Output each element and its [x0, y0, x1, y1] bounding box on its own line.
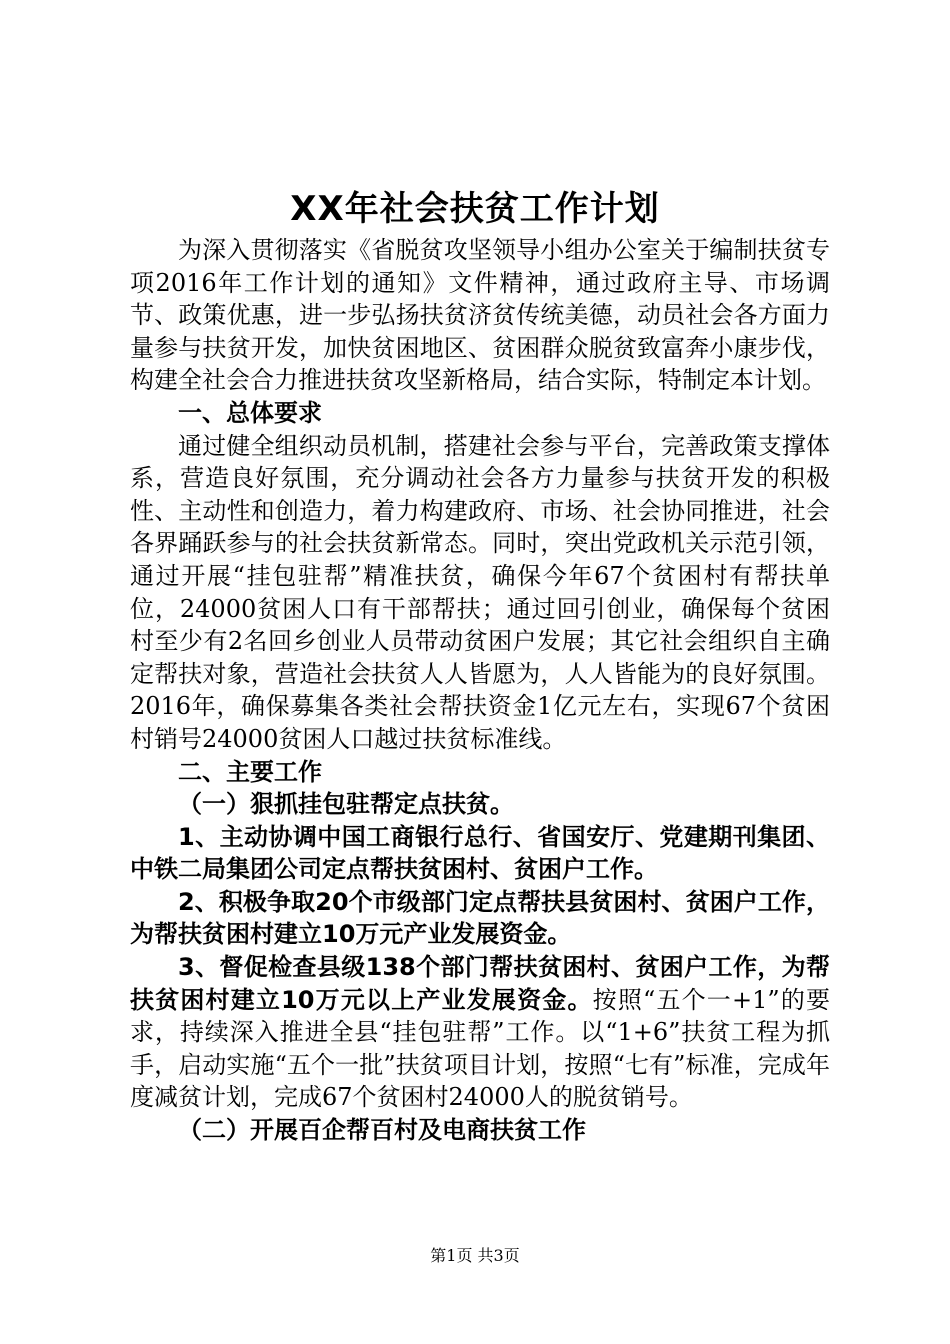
list-item-3 [130, 951, 830, 1114]
list-item-2: 2、积极争取20个市级部门定点帮扶县贫困村、贫困户工作，为帮扶贫困村建立10万元产业发展资金。 [130, 887, 830, 949]
subsection-heading-1: （一）狠抓挂包驻帮定点扶贫。 [178, 790, 514, 819]
section-heading-main-work: 二、主要工作 [178, 757, 322, 786]
page-footer: 第1页 共3页 [430, 1246, 520, 1265]
list-item-1: 1、主动协调中国工商银行总行、省国安厅、党建期刊集团、中铁二局集团公司定点帮扶贫困村、贫困户工作。 [130, 822, 830, 884]
subsection-heading-2: （二）开展百企帮百村及电商扶贫工作 [178, 1116, 586, 1145]
list-item-3-rest: 按照“五个一+1”的要求，持续深入推进全县“挂包驻帮”工作。以“1+6”扶贫工程为抓手，启动实施“五个一批”扶贫项目计划，按照“七有”标准，完成年度减贫计划，完成67个贫困村24000人的脱贫销号。 [130, 985, 830, 1112]
document-title: XX年社会扶贫工作计划 [290, 189, 660, 229]
section-heading-general-requirements: 一、总体要求 [178, 398, 322, 427]
document-body [130, 234, 830, 1147]
general-requirements-paragraph: 通过健全组织动员机制，搭建社会参与平台，完善政策支撑体系，营造良好氛围，充分调动社会各方力量参与扶贫开发的积极性、主动性和创造力，着力构建政府、市场、社会协同推进，社会各界踊跃参与的社会扶贫新常态。同时，突出党政机关示范引领，通过开展“挂包驻帮”精准扶贫，确保今年67个贫困村有帮扶单位，24000贫困人口有干部帮扶；通过回引创业，确保每个贫困村至少有2名回乡创业人员带动贫困户发展；其它社会组织自主确定帮扶对象，营造社会扶贫人人皆愿为，人人皆能为的良好氛围。2016年，确保募集各类社会帮扶资金1亿元左右，实现67个贫困村销号24000贫困人口越过扶贫标准线。 [130, 431, 830, 753]
list-item-3-bold: 3、督促检查县级138个部门帮扶贫困村、贫困户工作，为帮扶贫困村建立10万元以上产业发展资金。 [130, 953, 830, 1014]
intro-paragraph: 为深入贯彻落实《省脱贫攻坚领导小组办公室关于编制扶贫专项2016年工作计划的通知》文件精神，通过政府主导、市场调节、政策优惠，进一步弘扬扶贫济贫传统美德，动员社会各方面力量参与扶贫开发，加快贫困地区、贫困群众脱贫致富奔小康步伐，构建全社会合力推进扶贫攻坚新格局，结合实际，特制定本计划。 [130, 236, 830, 395]
